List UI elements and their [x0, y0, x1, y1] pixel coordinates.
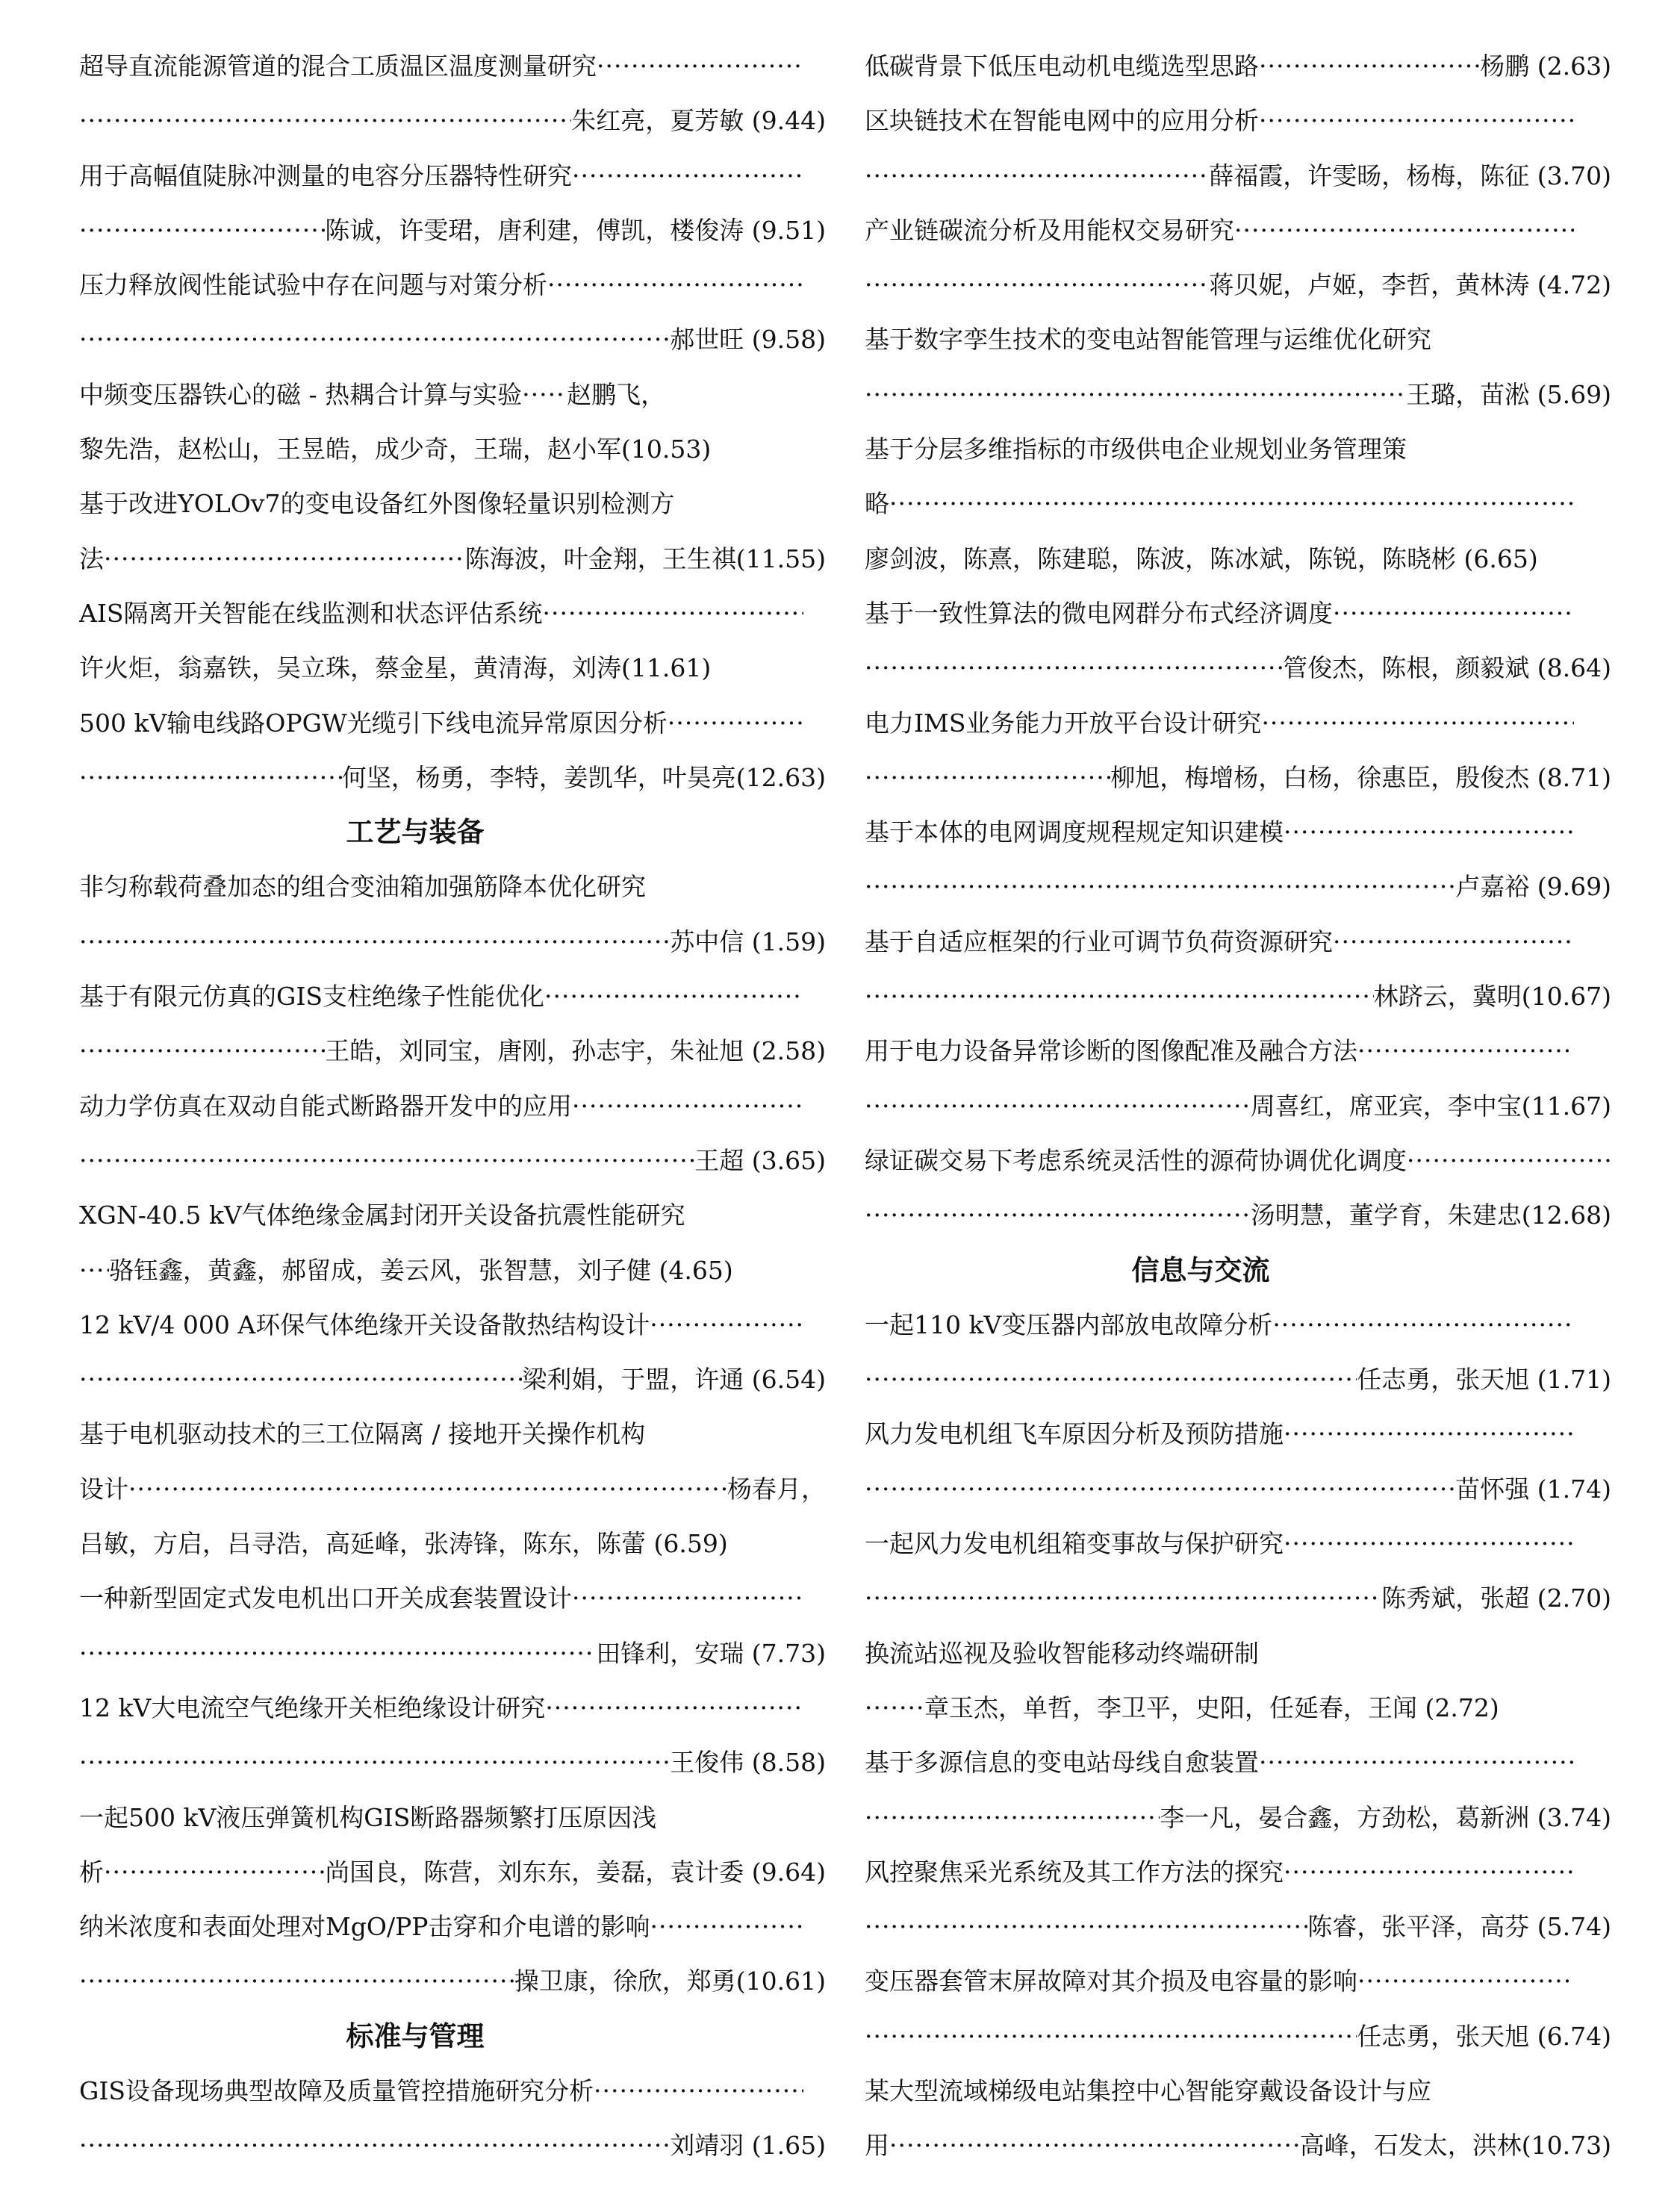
entry-title: 廖剑波，陈熹，陈建聪，陈波，陈冰斌，陈锐，陈晓彬 (6.65) [865, 544, 1538, 573]
entry-authors-page: 陈海波，叶金翔，王生祺(11.55) [464, 544, 826, 573]
dot-leader [1259, 39, 1480, 93]
entry-authors-page: 周喜红，席亚宾，李中宝(11.67) [1250, 1091, 1611, 1121]
section-heading: 标准与管理 [346, 2020, 485, 2052]
dot-leader [865, 1188, 1251, 1242]
dot-leader [865, 1079, 1251, 1133]
entry-title: 基于数字孪生技术的变电站智能管理与运维优化研究 [865, 325, 1431, 355]
toc-entry-line [79, 750, 826, 805]
toc-entry-line [865, 2009, 1611, 2064]
toc-entry-line [79, 1954, 826, 2008]
dot-leader [1333, 915, 1574, 969]
toc-entry-line [865, 750, 1611, 805]
toc-entry-line [79, 312, 826, 367]
entry-authors-page: 刘靖羽 (1.65) [670, 2131, 826, 2161]
dot-leader [542, 586, 803, 641]
toc-entry-line [79, 532, 826, 586]
entry-authors-page: 章玉杰，单哲，李卫平，史阳，任延春，王闻 (2.72) [924, 1693, 1499, 1722]
entry-title: 基于有限元仿真的GIS支柱绝缘子性能优化 [79, 982, 545, 1012]
toc-entry-line [79, 203, 826, 258]
entry-title: 基于多源信息的变电站母线自愈装置 [865, 1748, 1259, 1778]
toc-entry-line [865, 915, 1574, 969]
toc-entry-line [79, 1790, 826, 1845]
toc-entry-line [79, 915, 826, 969]
toc-entry-line [865, 203, 1574, 258]
dot-leader [79, 1133, 694, 1188]
entry-authors-page: 陈秀斌，张超 (2.70) [1381, 1584, 1611, 1613]
entry-title: AIS隔离开关智能在线监测和状态评估系统 [79, 598, 543, 628]
dot-leader [668, 696, 803, 750]
entry-authors-page: 尚国良，陈营，刘东东，姜磊，袁计委 (9.64) [325, 1857, 826, 1887]
entry-authors-page: 梁利娟，于盟，许通 (6.54) [522, 1365, 826, 1395]
entry-authors-page: 何坚，杨勇，李特，姜凯华，叶昊亮(12.63) [341, 762, 826, 792]
toc-entry-line [79, 476, 826, 531]
entry-authors-page: 任志勇，张天旭 (1.71) [1357, 1365, 1611, 1395]
dot-leader [104, 1845, 325, 1899]
toc-entry-line [79, 1407, 826, 1461]
entry-title: GIS设备现场典型故障及质量管控措施研究分析 [79, 2076, 594, 2105]
dot-leader [650, 1298, 803, 1352]
toc-entry-line [79, 39, 803, 93]
entry-authors-page: 王璐，苗淞 (5.69) [1406, 379, 1611, 409]
dot-leader [597, 39, 803, 93]
toc-entry-line [79, 641, 826, 695]
dot-leader [79, 2118, 670, 2173]
dot-leader [522, 367, 567, 422]
dot-leader [865, 367, 1406, 422]
dot-leader [865, 1462, 1455, 1516]
dot-leader [547, 258, 803, 312]
dot-leader [865, 859, 1455, 914]
dot-leader [79, 915, 670, 969]
entry-title: 基于一致性算法的微电网群分布式经济调度 [865, 598, 1333, 628]
entry-authors-page: 蒋贝妮，卢姬，李哲，黄林涛 (4.72) [1209, 270, 1611, 300]
dot-leader [1284, 1845, 1574, 1899]
entry-title: 基于改进YOLOv7的变电设备红外图像轻量识别检测方 [79, 489, 675, 519]
toc-entry-line [865, 1462, 1611, 1516]
toc-entry-line [865, 859, 1611, 914]
dot-leader [544, 969, 803, 1024]
entry-title: 基于本体的电网调度规程规定知识建模 [865, 818, 1284, 847]
entry-title: 风力发电机组飞车原因分析及预防措施 [865, 1419, 1284, 1449]
entry-authors-page: 朱红亮，夏芳敏 (9.44) [571, 106, 826, 136]
toc-entry-line [79, 1188, 826, 1242]
toc-entry-line [865, 1024, 1574, 1078]
toc-entry-line [79, 258, 803, 312]
toc-entry-line [79, 586, 803, 641]
entry-title: 吕敏，方启，吕寻浩，高延峰，张涛锋，陈东，陈蕾 (6.59) [79, 1529, 728, 1559]
toc-entry-line [865, 1626, 1611, 1681]
dot-leader [865, 1681, 924, 1735]
entry-title: 变压器套管末屏故障对其介损及电容量的影响 [865, 1967, 1357, 1996]
dot-leader [1261, 696, 1574, 750]
dot-leader [865, 2009, 1357, 2064]
entry-title: 压力释放阀性能试验中存在问题与对策分析 [79, 270, 547, 300]
entry-authors-page: 王皓，刘同宝，唐刚，孙志宇，朱祉旭 (2.58) [325, 1036, 826, 1066]
entry-title: 用于电力设备异常诊断的图像配准及融合方法 [865, 1036, 1357, 1066]
entry-title: 许火炬，翁嘉铁，吴立珠，蔡金星，黄清海，刘涛(11.61) [79, 653, 712, 683]
toc-entry-line [865, 1516, 1574, 1571]
dot-leader [1259, 93, 1574, 148]
toc-entry-line [865, 586, 1574, 641]
entry-authors-page: 林跻云，冀明(10.67) [1373, 982, 1611, 1012]
dot-leader [545, 1681, 803, 1735]
dot-leader [1357, 1954, 1574, 2008]
dot-leader [79, 1735, 670, 1790]
dot-leader [865, 1352, 1357, 1407]
dot-leader [594, 2064, 803, 2118]
dot-leader [865, 1899, 1307, 1954]
toc-entry-line [865, 641, 1611, 695]
dot-leader [79, 203, 325, 258]
dot-leader [128, 1462, 727, 1516]
entry-title: 一起500 kV液压弹簧机构GIS断路器频繁打压原因浅 [79, 1802, 657, 1832]
entry-title: 纳米浓度和表面处理对MgO/PP击穿和介电谱的影响 [79, 1912, 650, 1942]
entry-authors-page: 任志勇，张天旭 (6.74) [1357, 2021, 1611, 2051]
dot-leader [104, 532, 465, 586]
entry-authors-page: 柳旭，梅增杨，白杨，徐惠臣，殷俊杰 (8.71) [1110, 762, 1611, 792]
toc-entry-line [79, 422, 826, 476]
dot-leader [865, 1790, 1160, 1845]
entry-title: 某大型流域梯级电站集控中心智能穿戴设备设计与应 [865, 2076, 1431, 2105]
entry-title: 区块链技术在智能电网中的应用分析 [865, 106, 1259, 136]
toc-column-right [865, 39, 1611, 2173]
toc-entry-line [865, 1899, 1611, 1954]
dot-leader [79, 1024, 325, 1078]
toc-entry-line [865, 476, 1574, 531]
entry-title: 用于高幅值陡脉冲测量的电容分压器特性研究 [79, 161, 572, 190]
entry-authors-page: 杨鹏 (2.63) [1480, 52, 1611, 81]
entry-title: 用 [865, 2131, 889, 2161]
entry-title: 基于电机驱动技术的三工位隔离 / 接地开关操作机构 [79, 1419, 646, 1449]
toc-entry-line [79, 1899, 803, 1954]
entry-title: 基于自适应框架的行业可调节负荷资源研究 [865, 927, 1333, 956]
toc-entry-line [865, 1298, 1574, 1352]
dot-leader [1284, 1407, 1574, 1461]
toc-entry-line [79, 1243, 826, 1298]
entry-authors-page: 汤明慧，董学育，朱建忠(12.68) [1250, 1201, 1611, 1230]
entry-title: 一种新型固定式发电机出口开关成套装置设计 [79, 1584, 572, 1613]
dot-leader [79, 312, 670, 367]
dot-leader [865, 641, 1283, 695]
entry-authors-page: 高峰，石发太，洪林(10.73) [1299, 2131, 1611, 2161]
dot-leader [1259, 1735, 1574, 1790]
entry-authors-page: 卢嘉裕 (9.69) [1455, 872, 1611, 902]
toc-entry-line [865, 805, 1574, 859]
entry-authors-page: 郝世旺 (9.58) [670, 325, 826, 355]
section-heading: 工艺与装备 [346, 816, 485, 849]
entry-title: 低碳背景下低压电动机电缆选型思路 [865, 52, 1259, 81]
toc-entry-line [865, 2064, 1611, 2118]
toc-entry-line [865, 1133, 1611, 1188]
toc-entry-line [865, 149, 1611, 203]
dot-leader [1284, 805, 1574, 859]
entry-title: 基于分层多维指标的市级供电企业规划业务管理策 [865, 435, 1407, 464]
toc-entry-line [865, 39, 1611, 93]
toc-entry-line [79, 1352, 826, 1407]
dot-leader [889, 2118, 1300, 2173]
dot-leader [79, 93, 571, 148]
entry-authors-page: 李一凡，晏合鑫，方劲松，葛新洲 (3.74) [1160, 1802, 1611, 1832]
toc-entry-line [865, 1954, 1574, 2008]
toc-entry-line [79, 1298, 803, 1352]
entry-title: 一起风力发电机组箱变事故与保护研究 [865, 1529, 1284, 1559]
entry-title: 动力学仿真在双动自能式断路器开发中的应用 [79, 1091, 572, 1121]
entry-title: 12 kV大电流空气绝缘开关柜绝缘设计研究 [79, 1693, 546, 1722]
toc-entry-line [865, 258, 1611, 312]
dot-leader [79, 1626, 596, 1681]
entry-authors-page: 陈睿，张平泽，高芬 (5.74) [1307, 1912, 1611, 1942]
entry-title: 略 [865, 489, 889, 519]
entry-authors-page: 王超 (3.65) [694, 1145, 826, 1175]
toc-entry-line [865, 1790, 1611, 1845]
toc-entry-line [865, 969, 1611, 1024]
dot-leader [889, 476, 1574, 531]
toc-entry-line [79, 1626, 826, 1681]
toc-column-left [79, 39, 826, 2173]
toc-entry-line [79, 1845, 826, 1899]
dot-leader [1234, 203, 1574, 258]
toc-entry-line [79, 969, 803, 1024]
toc-entry-line [79, 1516, 826, 1571]
toc-entry-line [79, 1735, 826, 1790]
entry-authors-page: 陈诚，许雯珺，唐利建，傅凯，楼俊涛 (9.51) [325, 215, 826, 245]
entry-title: 12 kV/4 000 A环保气体绝缘开关设备散热结构设计 [79, 1310, 650, 1339]
toc-entry-line [79, 859, 826, 914]
dot-leader [1357, 1024, 1574, 1078]
dot-leader [1407, 1133, 1611, 1188]
entry-title: 绿证碳交易下考虑系统灵活性的源荷协调优化调度 [865, 1145, 1407, 1175]
dot-leader [1272, 1298, 1574, 1352]
entry-title: 一起110 kV变压器内部放电故障分析 [865, 1310, 1273, 1339]
dot-leader [572, 1079, 803, 1133]
dot-leader [572, 1571, 803, 1625]
entry-authors-page: 操卫康，徐欣，郑勇(10.61) [514, 1967, 826, 1996]
dot-leader [79, 750, 342, 805]
toc-entry-line [79, 1462, 826, 1516]
entry-authors-page: 王俊伟 (8.58) [670, 1748, 826, 1778]
toc-entry-line [79, 2064, 803, 2118]
toc-entry-line [865, 2118, 1611, 2173]
entry-title: 电力IMS业务能力开放平台设计研究 [865, 708, 1262, 738]
entry-title: 非匀称载荷叠加态的组合变油箱加强筋降本优化研究 [79, 872, 646, 902]
entry-authors-page: 赵鹏飞， [567, 379, 666, 409]
entry-title: 风控聚焦采光系统及其工作方法的探究 [865, 1857, 1284, 1887]
entry-title: 超导直流能源管道的混合工质温区温度测量研究 [79, 52, 597, 81]
toc-entry-line [79, 149, 803, 203]
entry-title: 中频变压器铁心的磁 - 热耦合计算与实验 [79, 379, 523, 409]
toc-entry-line [865, 1079, 1611, 1133]
entry-title: 产业链碳流分析及用能权交易研究 [865, 215, 1234, 245]
toc-entry-line [865, 1735, 1574, 1790]
entry-authors-page: 杨春月， [727, 1474, 826, 1504]
entry-title: XGN-40.5 kV气体绝缘金属封闭开关设备抗震性能研究 [79, 1201, 685, 1230]
toc-entry-line [865, 696, 1574, 750]
toc-entry-line [79, 1571, 803, 1625]
toc-entry-line [865, 1352, 1611, 1407]
toc-entry-line [79, 1079, 803, 1133]
dot-leader [865, 258, 1209, 312]
toc-entry-line [79, 2118, 826, 2173]
dot-leader [572, 149, 803, 203]
entry-title: 设计 [79, 1474, 128, 1504]
dot-leader [79, 1954, 514, 2008]
entry-authors-page: 薛福霞，许雯旸，杨梅，陈征 (3.70) [1209, 161, 1611, 190]
toc-entry-line [865, 367, 1611, 422]
dot-leader [865, 750, 1110, 805]
toc-entry-line [79, 93, 826, 148]
dot-leader [865, 1571, 1381, 1625]
toc-entry-line [865, 1407, 1574, 1461]
dot-leader [1333, 586, 1574, 641]
toc-entry-line [865, 1571, 1611, 1625]
dot-leader [865, 149, 1209, 203]
toc-entry-line [79, 1024, 826, 1078]
entry-title: 析 [79, 1857, 104, 1887]
toc-entry-line [865, 312, 1611, 367]
entry-authors-page: 苗怀强 (1.74) [1455, 1474, 1611, 1504]
dot-leader [865, 969, 1374, 1024]
toc-entry-line [79, 696, 803, 750]
toc-entry-line [865, 422, 1611, 476]
toc-entry-line [79, 367, 826, 422]
toc-entry-line [79, 1681, 803, 1735]
section-heading: 信息与交流 [1131, 1254, 1270, 1286]
toc-entry-line [865, 93, 1574, 148]
dot-leader [650, 1899, 804, 1954]
toc-entry-line [865, 1188, 1611, 1242]
toc-entry-line [79, 1133, 826, 1188]
entry-authors-page: 苏中信 (1.59) [670, 927, 826, 956]
entry-authors-page: 骆钰鑫，黄鑫，郝留成，姜云风，张智慧，刘子健 (4.65) [109, 1255, 733, 1285]
dot-leader [1284, 1516, 1574, 1571]
toc-entry-line [865, 1845, 1574, 1899]
entry-authors-page: 管俊杰，陈根，颜毅斌 (8.64) [1283, 653, 1611, 683]
entry-title: 法 [79, 544, 104, 573]
dot-leader [79, 1352, 522, 1407]
toc-entry-line [865, 1681, 1611, 1735]
entry-title: 500 kV输电线路OPGW光缆引下线电流异常原因分析 [79, 708, 668, 738]
entry-title: 黎先浩，赵松山，王昱皓，成少奇，王瑞，赵小军(10.53) [79, 435, 712, 464]
dot-leader [79, 1243, 109, 1298]
entry-title: 换流站巡视及验收智能移动终端研制 [865, 1638, 1259, 1668]
entry-authors-page: 田锋利，安瑞 (7.73) [596, 1638, 826, 1668]
toc-entry-line [865, 532, 1611, 586]
